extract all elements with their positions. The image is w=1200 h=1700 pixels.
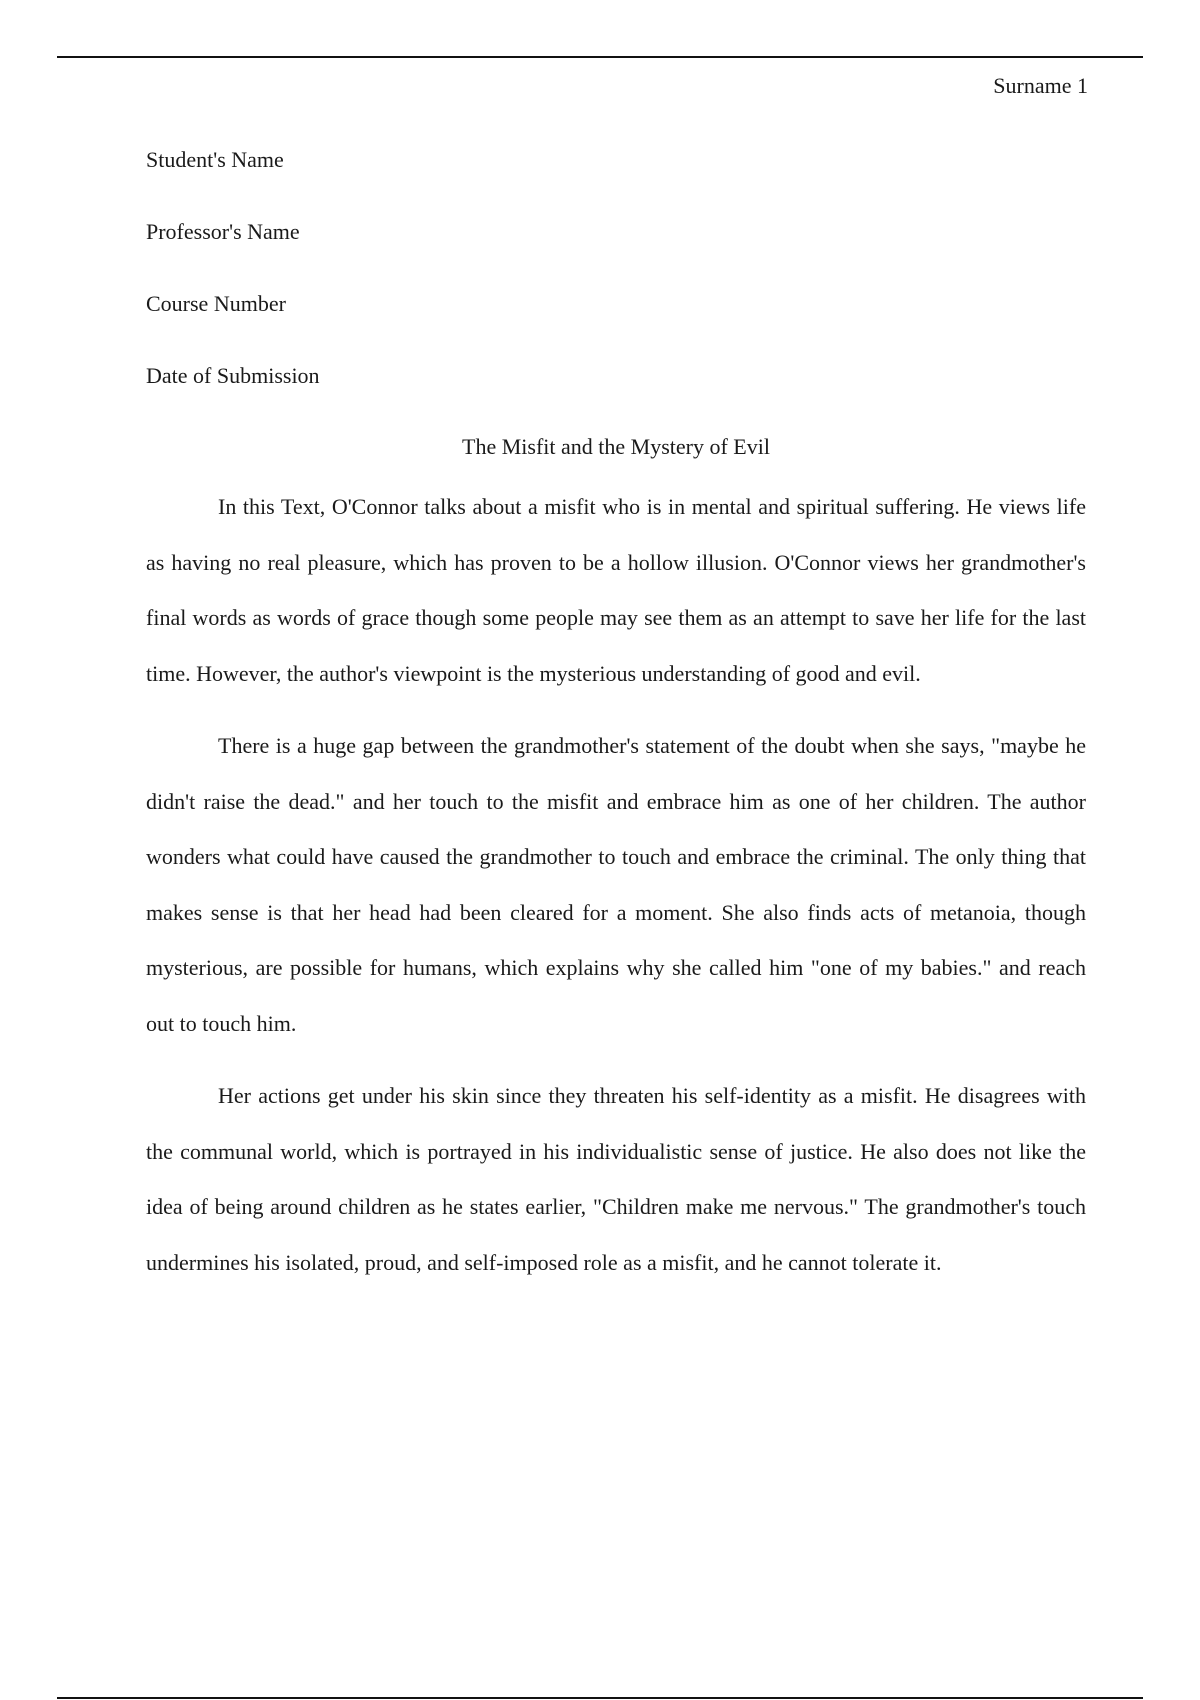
essay-body bbox=[146, 479, 1086, 1290]
submission-date: Date of Submission bbox=[146, 363, 320, 388]
course-number: Course Number bbox=[146, 291, 286, 316]
paragraph-3: Her actions get under his skin since they threaten his self-identity as a misfit. He disagrees with the communal world, which is portrayed in his individualistic sense of justice. He also does not like the idea of being around children as he states earlier, "Children make me nervous." The grandmother's touch undermines his isolated, proud, and self-imposed role as a misfit, and he cannot tolerate it. bbox=[146, 1083, 1086, 1275]
essay-title: The Misfit and the Mystery of Evil bbox=[462, 434, 770, 459]
page-top-rule bbox=[57, 56, 1143, 58]
paragraph-1: In this Text, O'Connor talks about a misfit who is in mental and spiritual suffering. He views life as having no real pleasure, which has proven to be a hollow illusion. O'Connor views her grandmother's final words as words of grace though some people may see them as an attempt to save her life for the last time. However, the author's viewpoint is the mysterious understanding of good and evil. bbox=[146, 494, 1086, 686]
page-bottom-rule bbox=[57, 1697, 1143, 1699]
student-name: Student's Name bbox=[146, 147, 284, 172]
running-head: Surname 1 bbox=[993, 73, 1088, 98]
mla-heading bbox=[146, 146, 1086, 390]
paragraph-2: There is a huge gap between the grandmother's statement of the doubt when she says, "maybe he didn't raise the dead." and her touch to the misfit and embrace him as one of her children. The author wonders what could have caused the grandmother to touch and embrace the criminal. The only thing that makes sense is that her head had been cleared for a moment. She also finds acts of metanoia, though mysterious, are possible for humans, which explains why she called him "one of my babies." and reach out to touch him. bbox=[146, 733, 1086, 1036]
professor-name: Professor's Name bbox=[146, 219, 300, 244]
